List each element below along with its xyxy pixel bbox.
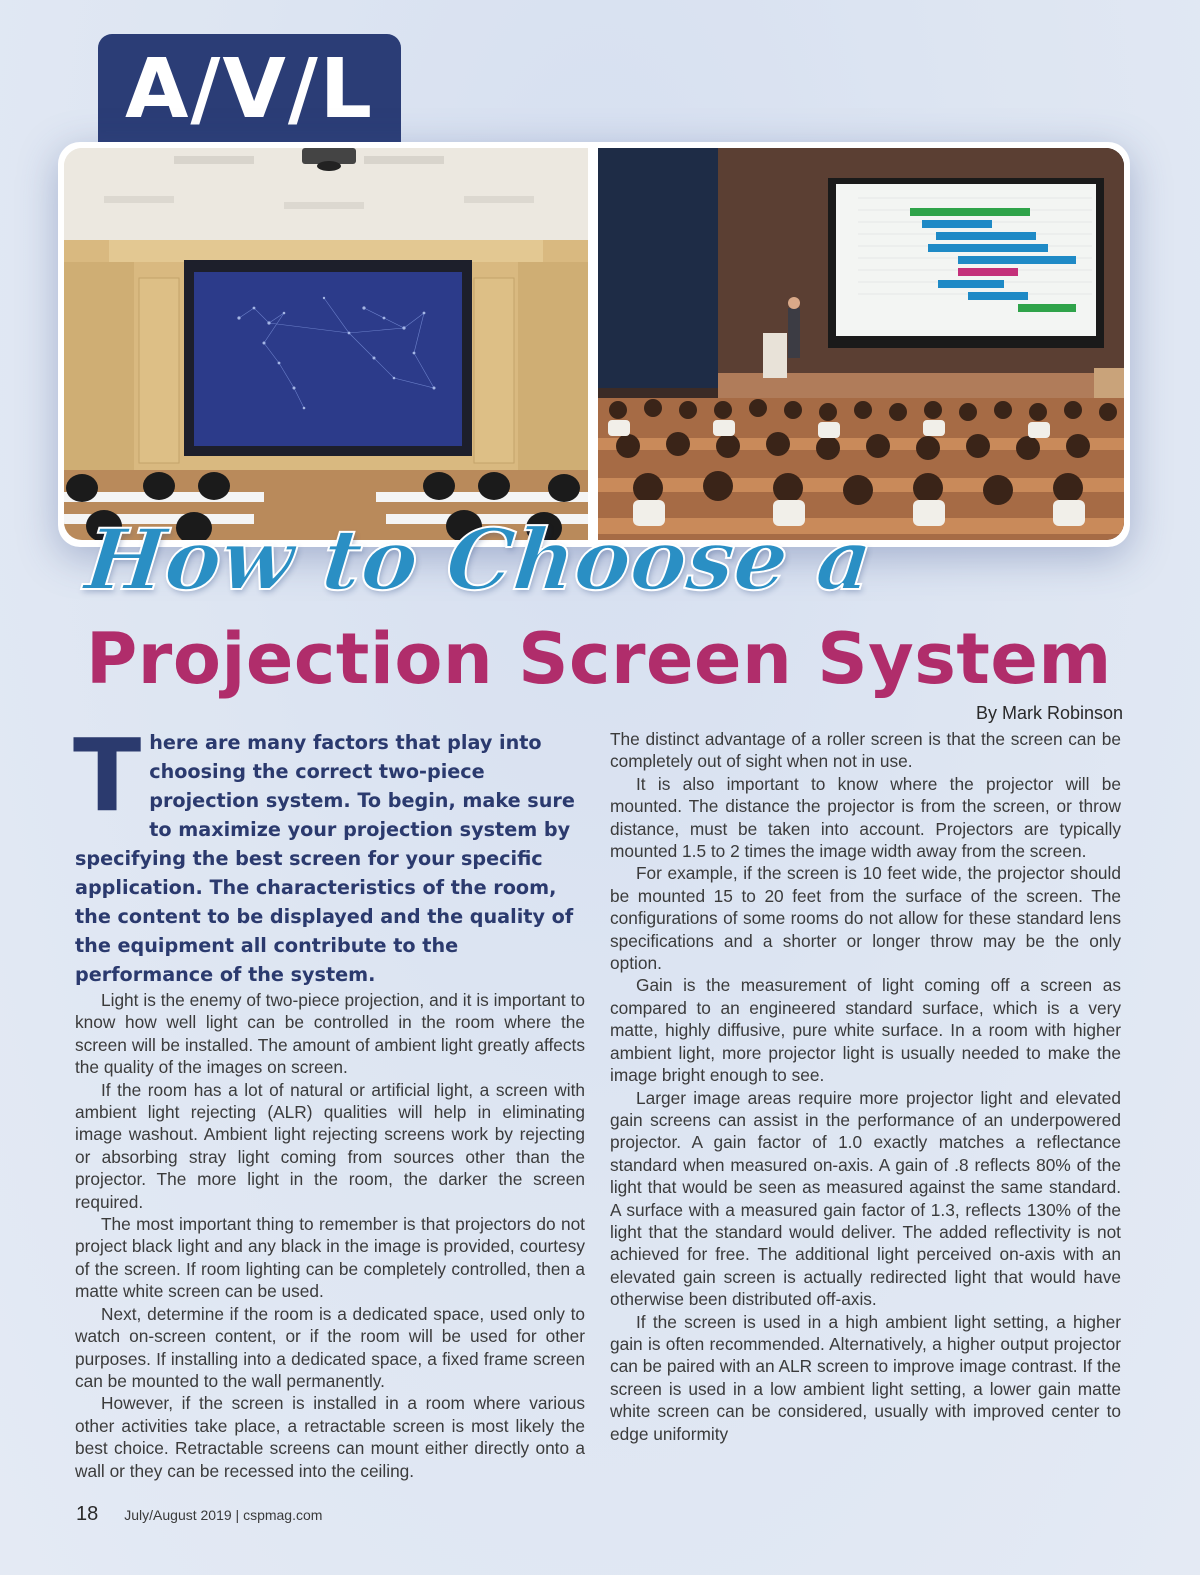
auditorium-illustration xyxy=(598,148,1124,540)
lede-text: here are many factors that play into choosing the correct two-piece projection system. To begin, make sure to maximize your projection system by specifying the best screen for your specific application. The characteristics of the room, the content to be displayed and the quality of the equipment all contribute to the performance of the system. xyxy=(75,731,575,986)
article-column-right xyxy=(610,728,1121,1445)
conference-room-photo xyxy=(64,148,588,540)
article-lede xyxy=(73,717,585,989)
page-number: 18 xyxy=(76,1503,99,1525)
body-paragraph: For example, if the screen is 10 feet wide, the projector should be mounted 15 to 20 feet from the surface of the screen. The configurations of some rooms do not allow for these standard lens specifications and a shorter or longer throw may be the only option. xyxy=(610,863,1121,974)
auditorium-presentation-photo xyxy=(598,148,1124,540)
article-column-left xyxy=(73,717,585,1482)
drop-cap: T xyxy=(73,717,142,834)
body-paragraph: If the screen is used in a high ambient light setting, a higher gain is often recommended. Alternatively, a higher output projector can be paired with an ALR screen to improve image contrast. If the screen is used in a low ambient light setting, a lower gain matte white screen can be considered, usually with improved center to edge uniformity xyxy=(610,1311,1121,1444)
body-paragraph: Larger image areas require more projector light and elevated gain screens can assist in the performance of an underpowered projector. A gain factor of 1.0 exactly matches a reflectance standard when measured on-axis. A gain of .8 reflects 80% of the light that would be seen as measured against the same standard. A surface with a measured gain factor of 1.3, reflects 130% of the light that the standard would deliver. The added reflectivity is not achieved for free. The additional light perceived on-axis with an elevated gain screen is actually redirected light that would have otherwise been distributed off-axis. xyxy=(610,1087,1121,1310)
body-paragraph: Gain is the measurement of light coming off a screen as compared to an engineered standard surface, which is a very matte, highly diffusive, pure white surface. In a room with higher ambient light, more projector light is usually needed to make the image bright enough to see. xyxy=(610,975,1121,1086)
body-paragraph: The most important thing to remember is that projectors do not project black light and any black in the image is provided, courtesy of the screen. If room lighting can be completely controlled, then a matte white screen can be used. xyxy=(75,1214,585,1302)
body-paragraph: Next, determine if the room is a dedicated space, used only to watch on-screen content, or if the room will be used for other purposes. If installing into a dedicated space, a fixed frame screen can be mounted to the wall permanently. xyxy=(75,1303,585,1391)
body-paragraph: If the room has a lot of natural or artificial light, a screen with ambient light rejecting (ALR) qualities will help in eliminating image washout. Ambient light rejecting screens work by rejecting or absorbing stray light coming from sources other than the projector. The more light in the room, the darker the screen required. xyxy=(75,1079,585,1212)
byline: By Mark Robinson xyxy=(975,703,1123,723)
body-paragraph: The distinct advantage of a roller screen is that the screen can be completely out of sight when not in use. xyxy=(610,729,1121,772)
issue-info: July/August 2019 | cspmag.com xyxy=(124,1507,323,1523)
section-tag xyxy=(98,34,401,146)
section-tag-label: A/V/L xyxy=(124,42,375,137)
body-paragraph: However, if the screen is installed in a room where various other activities take place, a retractable screen is most likely the best choice. Retractable screens can mount either directly onto a wall or they can be recessed into the ceiling. xyxy=(75,1393,585,1481)
page-title: Projection Screen System xyxy=(86,618,1112,700)
page-footer xyxy=(76,1503,322,1526)
title-script-line: How to Choose a xyxy=(80,510,877,609)
body-paragraph: It is also important to know where the projector will be mounted. The distance the projector is from the screen, or throw distance, must be taken into account. Projectors are typically mounted 1.5 to 2 times the image width away from the screen. xyxy=(610,773,1121,862)
conference-room-illustration xyxy=(64,148,588,540)
photo-frame xyxy=(58,142,1130,547)
body-paragraph: Light is the enemy of two-piece projection, and it is important to know how well light can be controlled in the room where the screen will be installed. The amount of ambient light greatly affects the quality of the images on screen. xyxy=(75,990,585,1078)
